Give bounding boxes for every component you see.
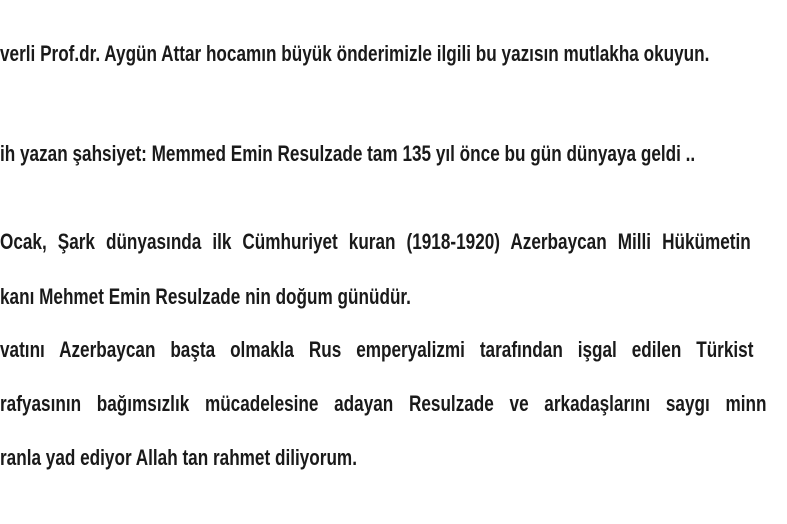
- text-line-2: ih yazan şahsiyet: Memmed Emin Resulzade tam 135 yıl önce bu gün dünyaya geldi ..: [0, 141, 696, 166]
- text-line-6: rafyasının bağımsızlık mücadelesine adayan Resulzade ve arkadaşlarını saygı minn: [0, 391, 767, 416]
- text-line-3: Ocak, Şark dünyasında ilk Cümhuriyet kuran (1918-1920) Azerbaycan Milli Hükümetin: [0, 229, 751, 254]
- text-line-7: ranla yad ediyor Allah tan rahmet diliyorum.: [0, 445, 357, 470]
- text-line-5: vatını Azerbaycan başta olmakla Rus emperyalizmi tarafından işgal edilen Türkist: [0, 337, 754, 362]
- text-line-4: kanı Mehmet Emin Resulzade nin doğum günüdür.: [0, 284, 411, 309]
- text-line-1: verli Prof.dr. Aygün Attar hocamın büyük önderimizle ilgili bu yazısın mutlakha okuyun.: [0, 41, 710, 66]
